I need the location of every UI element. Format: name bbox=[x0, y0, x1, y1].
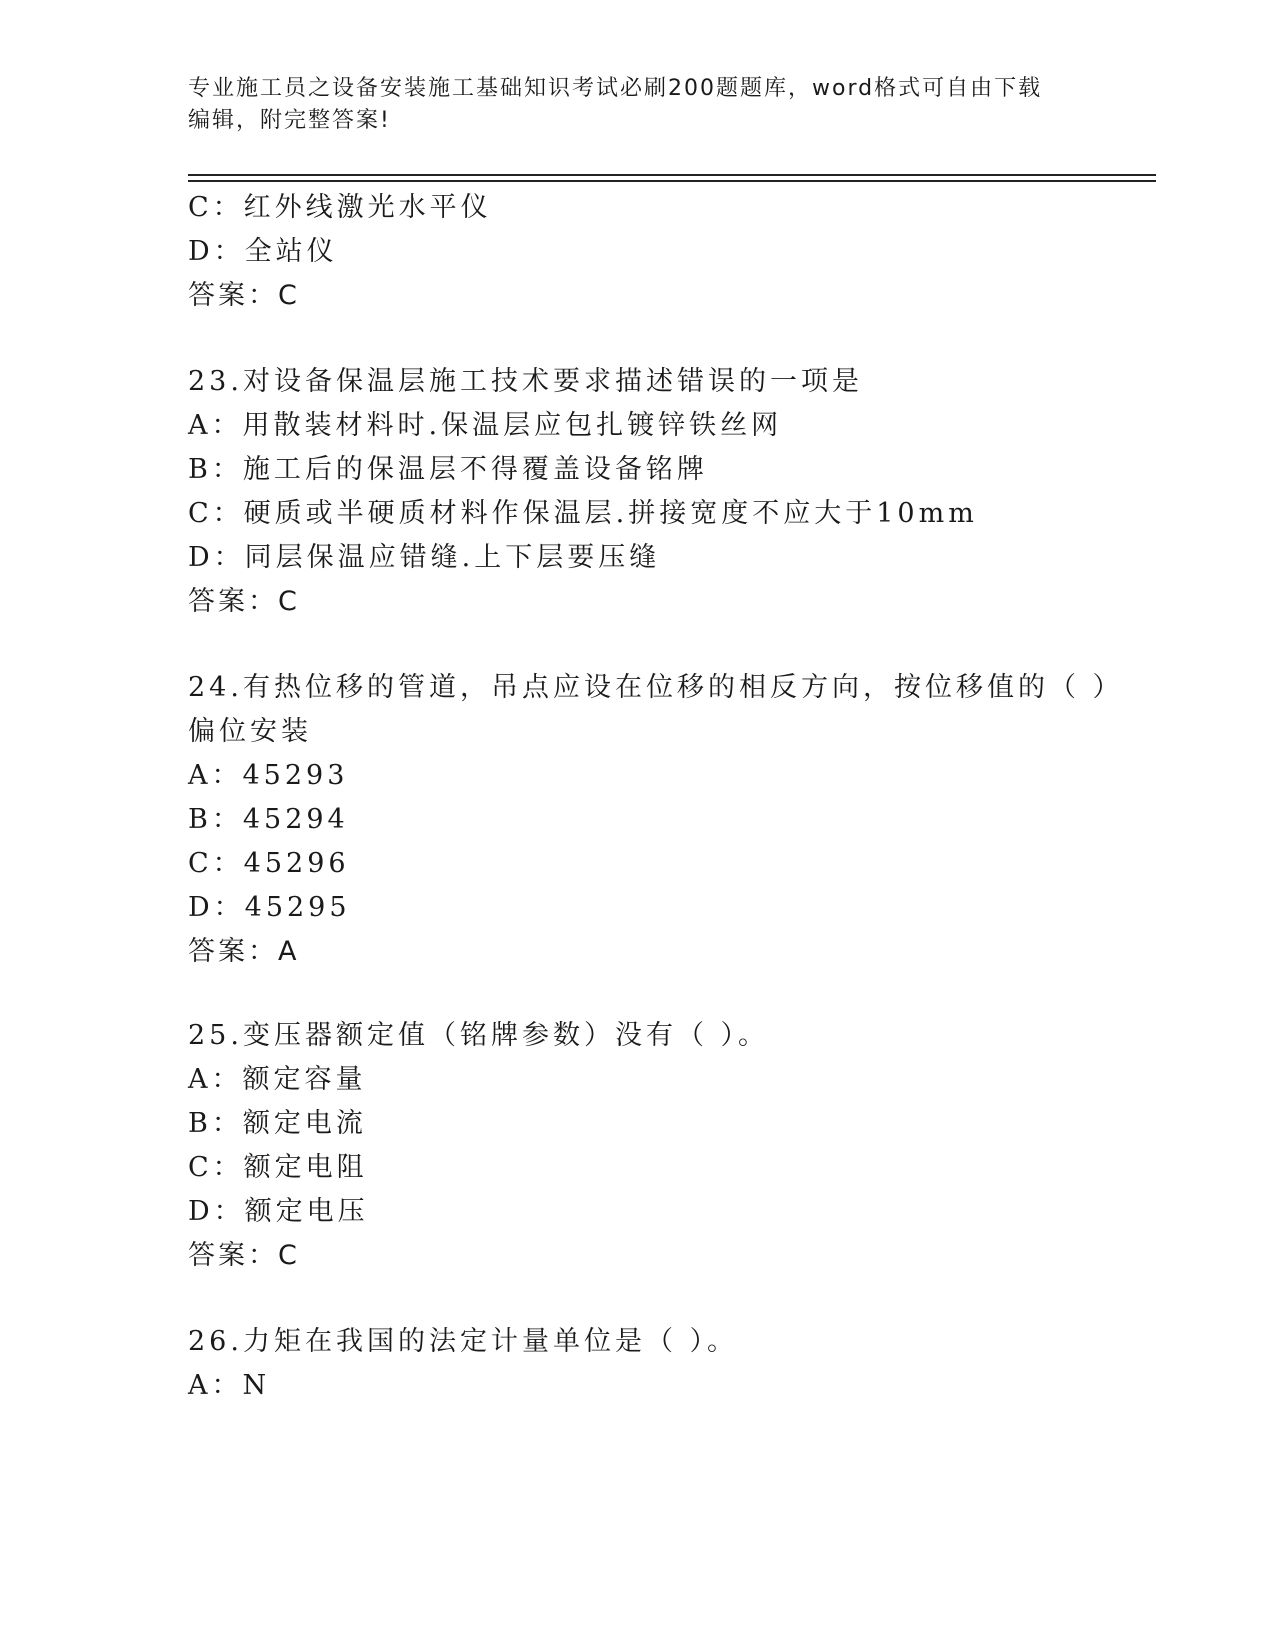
header-divider-top bbox=[188, 174, 1156, 176]
question-24-answer: 答案：A bbox=[188, 936, 300, 967]
question-25-text: 25.变压器额定值（铭牌参数）没有（ ）。 bbox=[188, 1020, 770, 1051]
question-22-option-d: D：全站仪 bbox=[188, 236, 338, 267]
question-24-text-line-1: 24.有热位移的管道，吊点应设在位移的相反方向，按位移值的（ ） bbox=[188, 672, 1124, 703]
question-23-answer: 答案：C bbox=[188, 586, 300, 617]
question-24-text-line-2: 偏位安装 bbox=[188, 716, 312, 747]
question-23-option-a: A：用散装材料时.保温层应包扎镀锌铁丝网 bbox=[188, 410, 783, 441]
question-22-answer: 答案：C bbox=[188, 280, 300, 311]
question-24-option-b: B：45294 bbox=[188, 804, 349, 835]
question-25-option-c: C：额定电阻 bbox=[188, 1152, 368, 1183]
question-24-option-d: D：45295 bbox=[188, 892, 351, 923]
question-23-option-b: B：施工后的保温层不得覆盖设备铭牌 bbox=[188, 454, 708, 485]
question-26-option-a: A：N bbox=[188, 1370, 271, 1401]
question-23-option-c: C：硬质或半硬质材料作保温层.拼接宽度不应大于10mm bbox=[188, 498, 978, 529]
question-24-option-a: A：45293 bbox=[188, 760, 349, 791]
question-23-option-d: D：同层保温应错缝.上下层要压缝 bbox=[188, 542, 661, 573]
question-24-option-c: C：45296 bbox=[188, 848, 350, 879]
question-25-option-d: D：额定电压 bbox=[188, 1196, 369, 1227]
header-title-line-1: 专业施工员之设备安装施工基础知识考试必刷200题题库，word格式可自由下载 bbox=[188, 76, 1043, 101]
question-26-text: 26.力矩在我国的法定计量单位是（ ）。 bbox=[188, 1326, 739, 1357]
question-25-option-a: A：额定容量 bbox=[188, 1064, 367, 1095]
question-25-answer: 答案：C bbox=[188, 1240, 300, 1271]
header-title-line-2: 编辑，附完整答案! bbox=[188, 108, 391, 133]
header-divider-bottom bbox=[188, 180, 1156, 182]
question-23-text: 23.对设备保温层施工技术要求描述错误的一项是 bbox=[188, 366, 863, 397]
question-25-option-b: B：额定电流 bbox=[188, 1108, 367, 1139]
question-22-option-c: C：红外线激光水平仪 bbox=[188, 192, 492, 223]
